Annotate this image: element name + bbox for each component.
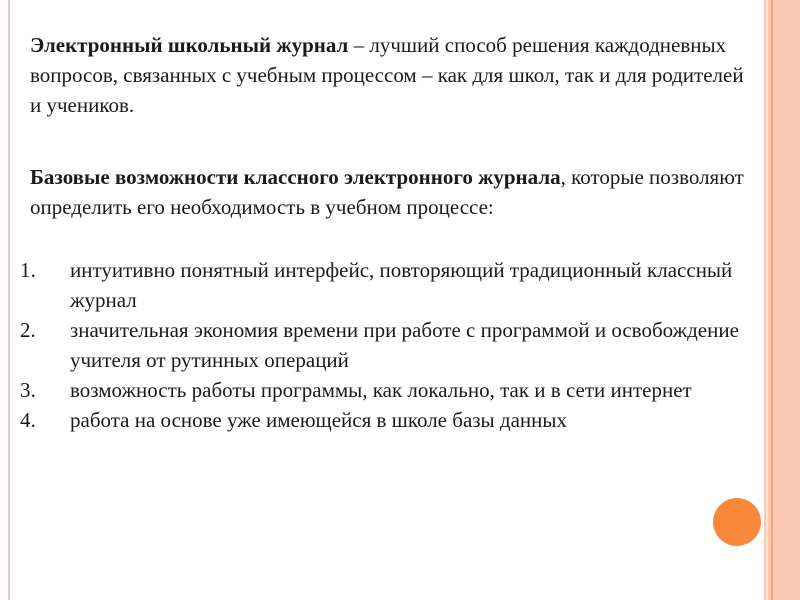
list-number: 3. (20, 378, 36, 402)
list-text: значительная экономия времени при работе с программой и освобождение учителя от рутинных операций (70, 318, 739, 372)
features-list (20, 255, 740, 435)
right-decorative-line (766, 0, 768, 600)
left-border-line (8, 0, 10, 600)
list-text: интуитивно понятный интерфейс, повторяющий традиционный классный журнал (70, 258, 733, 312)
list-number: 1. (20, 258, 36, 282)
right-decorative-bar (764, 0, 800, 600)
list-item (20, 255, 740, 315)
list-text: работа на основе уже имеющейся в школе базы данных (70, 408, 568, 432)
intro-text: – лучший способ решения каждодневных вопросов, связанных с учебным процессом – как для школ, так и для родителей и учеников. (30, 33, 744, 117)
intro-paragraph (30, 30, 750, 120)
intro-bold: Электронный школьный журнал (30, 33, 349, 57)
list-number: 2. (20, 318, 36, 342)
features-paragraph (30, 162, 750, 222)
orange-circle-decoration (713, 498, 761, 546)
list-item (20, 315, 740, 375)
features-text: , которые позволяют определить его необходимость в учебном процессе: (30, 165, 744, 219)
list-item (20, 375, 740, 405)
list-number: 4. (20, 408, 36, 432)
right-decorative-line (771, 0, 773, 600)
features-bold: Базовые возможности классного электронного журнала (30, 165, 561, 189)
list-text: возможность работы программы, как локально, так и в сети интернет (70, 378, 692, 402)
list-item (20, 405, 740, 435)
